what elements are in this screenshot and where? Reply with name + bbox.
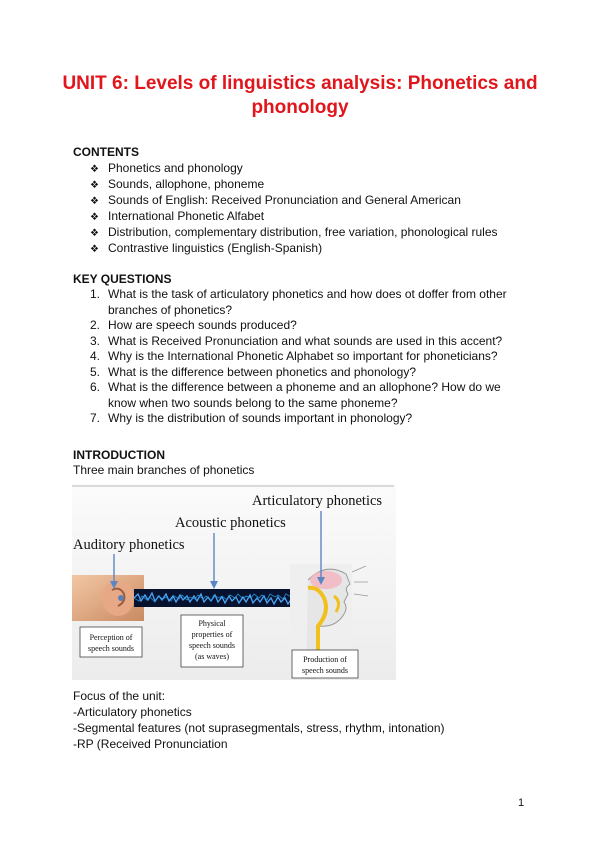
label-auditory-phonetics: Auditory phonetics bbox=[73, 537, 185, 553]
svg-text:(as waves): (as waves) bbox=[195, 652, 229, 661]
contents-list bbox=[90, 160, 498, 256]
svg-text:speech sounds: speech sounds bbox=[302, 666, 348, 675]
title-line-2: phonology bbox=[251, 97, 349, 118]
diamond-bullet-icon: ❖ bbox=[90, 164, 99, 175]
list-item: ❖ Sounds, allophone, phoneme bbox=[90, 176, 498, 192]
physical-properties-box bbox=[181, 615, 243, 667]
svg-text:Physical: Physical bbox=[198, 619, 226, 628]
question-item: 6. What is the difference between a phoneme and an allophone? How do we know when two sounds belong to the same phoneme? bbox=[90, 380, 501, 410]
page-title bbox=[0, 72, 600, 120]
list-item: ❖ Sounds of English: Received Pronunciation and General American bbox=[90, 192, 498, 208]
list-item: ❖ Phonetics and phonology bbox=[90, 160, 498, 176]
key-questions-heading: KEY QUESTIONS bbox=[73, 272, 172, 286]
focus-heading: Focus of the unit: bbox=[73, 689, 166, 703]
diamond-bullet-icon: ❖ bbox=[90, 212, 99, 223]
svg-text:properties of: properties of bbox=[191, 630, 233, 639]
ear-image bbox=[72, 575, 144, 621]
question-item: 1. What is the task of articulatory phonetics and how does ot doffer from other branches of phonetics? bbox=[90, 287, 507, 317]
introduction-heading: INTRODUCTION bbox=[73, 448, 165, 462]
title-line-1: UNIT 6: Levels of linguistics analysis: Phonetics and bbox=[62, 73, 538, 94]
svg-text:Production of: Production of bbox=[303, 655, 347, 664]
page-number: 1 bbox=[518, 797, 525, 809]
svg-text:Perception of: Perception of bbox=[89, 633, 133, 642]
diamond-bullet-icon: ❖ bbox=[90, 228, 99, 239]
diamond-bullet-icon: ❖ bbox=[90, 244, 99, 255]
introduction-subtitle: Three main branches of phonetics bbox=[73, 463, 255, 477]
question-item: 3. What is Received Pronunciation and what sounds are used in this accent? bbox=[90, 333, 503, 348]
list-item: ❖ International Phonetic Alfabet bbox=[90, 208, 498, 224]
diamond-bullet-icon: ❖ bbox=[90, 180, 99, 191]
question-item: 4. Why is the International Phonetic Alphabet so important for phoneticians? bbox=[90, 349, 498, 363]
question-item: 5. What is the difference between phonetics and phonology? bbox=[90, 364, 416, 379]
perception-box bbox=[80, 627, 142, 657]
question-item: 7. Why is the distribution of sounds important in phonology? bbox=[90, 411, 413, 425]
list-item: ❖ Distribution, complementary distribution, free variation, phonological rules bbox=[90, 224, 498, 240]
key-questions-list bbox=[90, 287, 530, 427]
label-acoustic-phonetics: Acoustic phonetics bbox=[175, 515, 286, 531]
focus-item: -Articulatory phonetics bbox=[73, 705, 192, 719]
focus-item: -RP (Received Pronunciation bbox=[73, 737, 228, 751]
focus-item: -Segmental features (not suprasegmentals, stress, rhythm, intonation) bbox=[73, 721, 445, 735]
label-articulatory-phonetics: Articulatory phonetics bbox=[252, 493, 383, 509]
svg-text:speech sounds: speech sounds bbox=[189, 641, 235, 650]
svg-text:speech sounds: speech sounds bbox=[88, 644, 134, 653]
list-item: ❖ Contrastive linguistics (English-Spanish) bbox=[90, 240, 498, 256]
production-box bbox=[292, 650, 358, 678]
contents-heading: CONTENTS bbox=[73, 145, 139, 159]
diamond-bullet-icon: ❖ bbox=[90, 196, 99, 207]
question-item: 2. How are speech sounds produced? bbox=[90, 318, 297, 332]
sound-wave-strip bbox=[134, 589, 314, 607]
phonetics-branches-figure bbox=[72, 484, 396, 680]
